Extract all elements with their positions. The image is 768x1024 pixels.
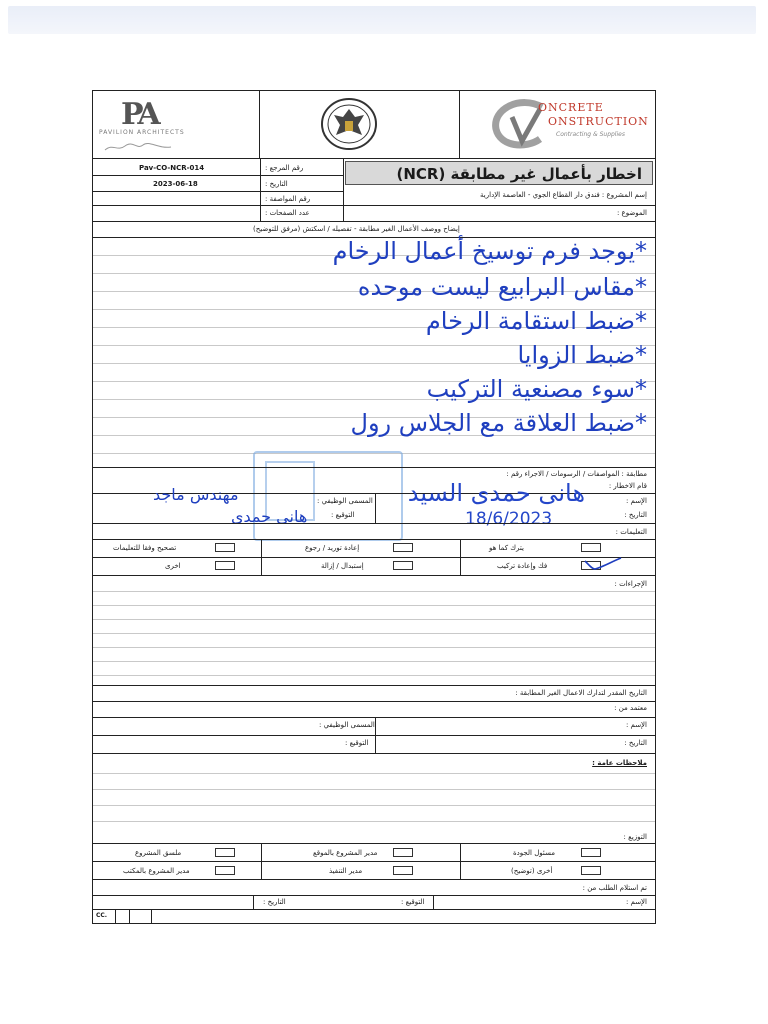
date-value: 2023-06-18 (153, 180, 198, 188)
approver-sign-label: التوقيع : (345, 739, 369, 747)
receiver-name-handwritten: مهندس ماجد (153, 485, 239, 504)
pa-signature-icon (103, 141, 173, 153)
cc-logo-tagline: Contracting & Supplies (556, 131, 625, 138)
cc-logo-line1: ONCRETE (538, 101, 604, 114)
subject-label: الموضوع : (616, 209, 647, 217)
receiver-name-label: الإسم : (625, 898, 647, 906)
scan-edge (8, 6, 756, 34)
dist-execution-checkbox[interactable] (393, 866, 413, 875)
option-other: اخرى (165, 562, 181, 570)
handwritten-item: *مقاس البرابيع ليست موحده (357, 273, 647, 301)
option-return: إعادة توريد / رجوع (305, 544, 360, 552)
dist-quality-checkbox[interactable] (581, 848, 601, 857)
handwritten-item: *ضبط العلاقة مع الجلاس رول (350, 409, 647, 437)
project-name: إسم المشروع : فندق دار القطاع الجوي - العاصمة الإدارية (480, 191, 647, 199)
issuer-date-handwritten: 18/6/2023 (465, 509, 553, 529)
receiver-sign-handwritten: هانى حمدى (231, 507, 308, 526)
distribution-label: التوزيع : (623, 833, 647, 841)
pages-count-label: عدد الصفحات : (265, 209, 310, 217)
dist-other: أخرى (توضيح) (511, 867, 553, 875)
ref-number-value: Pav-CO-NCR-014 (139, 164, 205, 172)
option-leave-as-is-checkbox[interactable] (581, 543, 601, 552)
notified-by-label: قام الاخطار : (608, 482, 647, 490)
dist-quality: مسئول الجودة (513, 849, 556, 857)
dist-coordinator: ملسق المشروع (135, 849, 182, 857)
dist-site-pm-checkbox[interactable] (393, 848, 413, 857)
pa-logo-mark: PA (121, 97, 157, 132)
dist-coordinator-checkbox[interactable] (215, 848, 235, 857)
option-correct-checkbox[interactable] (215, 543, 235, 552)
checkmark-icon (583, 555, 623, 571)
description-label: إيضاح ووصف الأعمال الغير مطابقة - تفصيله / اسكتش (مرفق للتوضيح) (253, 225, 460, 233)
handwritten-item: *ضبط استقامة الرخام (425, 307, 647, 335)
eagle-seal-icon (320, 97, 378, 151)
receiver-sign-label: التوقيع : (331, 511, 355, 519)
approver-name-label: الإسم : (625, 721, 647, 729)
approver-job-label: المسمى الوظيفي : (319, 721, 375, 729)
received-from-label: تم استلام الطلب من : (582, 884, 647, 892)
issuer-date-label: التاريخ : (624, 511, 647, 519)
receiver-job-label: المسمى الوظيفي : (317, 497, 373, 505)
handwritten-item: *سوء مصنعية التركيب (426, 375, 647, 403)
general-notes-label: ملاحظات عامة : (592, 759, 647, 767)
date-label: التاريخ : (265, 180, 288, 188)
spec-number-label: رقم المواصفة : (265, 195, 311, 203)
pavilion-logo (93, 91, 260, 159)
dist-office-pm: مدير المشروع بالمكتب (123, 867, 190, 875)
ncr-form (92, 90, 656, 924)
actions-label: الإجراءات : (614, 580, 647, 588)
receiver-sign-field-label: التوقيع : (401, 898, 425, 906)
approver-date-label: التاريخ : (624, 739, 647, 747)
option-other-checkbox[interactable] (215, 561, 235, 570)
reference-spec-label: مطابقة : المواصفات / الرسومات / الاجراء رقم : (506, 470, 647, 478)
dist-execution: مدير التنفيذ (329, 867, 363, 875)
cc-label: CC. (96, 912, 108, 919)
dist-other-checkbox[interactable] (581, 866, 601, 875)
receiver-date-label: التاريخ : (263, 898, 286, 906)
pa-logo-name: PAVILION ARCHITECTS (99, 129, 185, 136)
option-reinstall: فك وإعادة تركيب (497, 562, 548, 570)
issuer-name-label: الإسم : (625, 497, 647, 505)
form-header (93, 91, 655, 159)
option-correct: تصحيح وفقا للتعليمات (113, 544, 177, 552)
issuer-name-handwritten: هانى حمدى السيد (407, 479, 585, 507)
option-leave-as-is: يترك كما هو (489, 544, 524, 552)
ref-number-label: رقم المرجع : (265, 164, 304, 172)
concrete-construction-logo (460, 91, 655, 159)
deadline-label: التاريخ المقدر لتدارك الاعمال الغير المطابقة : (515, 689, 647, 697)
handwritten-item: *يوجد فرم توسيخ أعمال الرخام (332, 237, 647, 265)
form-title: اخطار بأعمال غير مطابقة (NCR) (396, 165, 642, 183)
form-title-box (345, 161, 653, 185)
instructions-label: التعليمات : (615, 528, 647, 536)
dist-site-pm: مدير المشروع بالموقع (313, 849, 378, 857)
company-stamp (253, 451, 403, 541)
option-return-checkbox[interactable] (393, 543, 413, 552)
approved-by-label: معتمد من : (614, 704, 647, 712)
government-seal (260, 91, 460, 159)
option-replace: إستبدال / إزالة (321, 562, 364, 570)
cc-logo-line2: ONSTRUCTION (548, 115, 649, 128)
option-replace-checkbox[interactable] (393, 561, 413, 570)
handwritten-item: *ضبط الزوايا (517, 341, 647, 369)
dist-office-pm-checkbox[interactable] (215, 866, 235, 875)
